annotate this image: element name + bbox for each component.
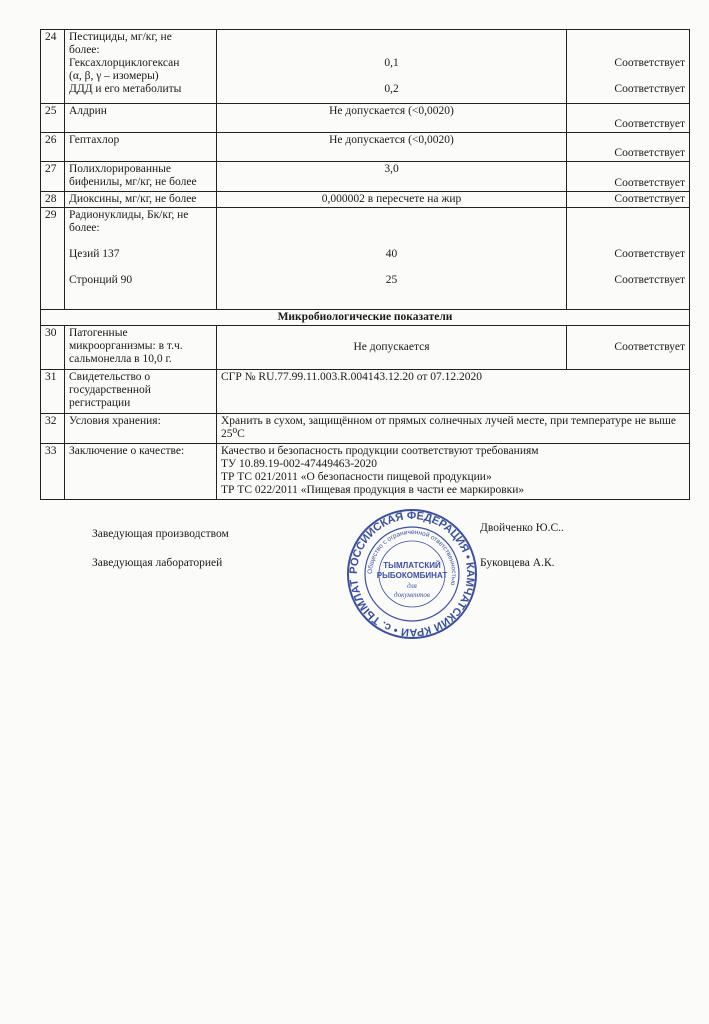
svg-text:для: для	[407, 582, 417, 590]
row-name: Заключение о качестве:	[65, 444, 217, 500]
lab-head-name: Буковцева А.К.	[480, 557, 555, 569]
table-row	[41, 370, 690, 414]
row-value: 0,000002 в пересчете на жир	[217, 192, 567, 208]
row-result: Соответствует	[567, 326, 690, 370]
row-value: Не допускается (<0,0020)	[217, 104, 567, 133]
row-number: 30	[41, 326, 65, 370]
row-number: 28	[41, 192, 65, 208]
row-number: 29	[41, 208, 65, 310]
row-number: 25	[41, 104, 65, 133]
row-name: Условия хранения:	[65, 414, 217, 444]
row-value: 40 25	[217, 208, 567, 310]
row-name: Пестициды, мг/кг, не более: Гексахлорциклогексан (α, β, γ – изомеры) ДДД и его метаболиты	[65, 30, 217, 104]
section-title: Микробиологические показатели	[41, 310, 690, 326]
row-value: 3,0	[217, 162, 567, 192]
row-number: 32	[41, 414, 65, 444]
table-row	[41, 326, 690, 370]
row-value: Качество и безопасность продукции соответствуют требованиям ТУ 10.89.19-002-47449463-2020 ТР ТС 021/2011 «О безопасности пищевой продукции» ТР ТС 022/2011 «Пищевая продукция в части ее маркировки»	[217, 444, 690, 500]
row-value: Не допускается	[217, 326, 567, 370]
table-row	[41, 104, 690, 133]
svg-text:РОССИЙСКАЯ ФЕДЕРАЦИЯ • КАМЧАТС: РОССИЙСКАЯ ФЕДЕРАЦИЯ • КАМЧАТСКИЙ КРАЙ • с. ТЫМЛАТ	[347, 509, 477, 639]
svg-text:документов: документов	[394, 591, 430, 599]
svg-text:Общество с ограниченной ответс: Общество с ограниченной ответственностью	[366, 528, 458, 586]
table-row	[41, 162, 690, 192]
row-number: 31	[41, 370, 65, 414]
svg-text:РЫБОКОМБИНАТ: РЫБОКОМБИНАТ	[376, 571, 448, 580]
row-name: Радионуклиды, Бк/кг, не более: Цезий 137 Стронций 90	[65, 208, 217, 310]
table-row	[41, 30, 690, 104]
row-name: Полихлорированные бифенилы, мг/кг, не более	[65, 162, 217, 192]
table-row	[41, 133, 690, 162]
specification-table	[40, 29, 690, 500]
row-value: СГР № RU.77.99.11.003.R.004143.12.20 от 07.12.2020	[217, 370, 690, 414]
row-name: Диоксины, мг/кг, не более	[65, 192, 217, 208]
section-header-row	[41, 310, 690, 326]
row-result: Соответствует	[567, 104, 690, 133]
row-result: Соответствует Соответствует	[567, 30, 690, 104]
row-name: Алдрин	[65, 104, 217, 133]
row-number: 33	[41, 444, 65, 500]
row-name: Гептахлор	[65, 133, 217, 162]
table-row	[41, 414, 690, 444]
row-number: 27	[41, 162, 65, 192]
lab-head-title: Заведующая лабораторией	[92, 557, 223, 569]
row-value: Не допускается (<0,0020)	[217, 133, 567, 162]
row-result: Соответствует	[567, 133, 690, 162]
company-stamp-icon	[346, 508, 478, 640]
row-result: Соответствует	[567, 192, 690, 208]
row-result: Соответствует	[567, 162, 690, 192]
production-head-name: Двойченко Ю.С..	[480, 522, 564, 534]
row-name: Патогенные микроорганизмы: в т.ч. сальмонелла в 10,0 г.	[65, 326, 217, 370]
svg-text:ТЫМЛАТСКИЙ: ТЫМЛАТСКИЙ	[383, 561, 441, 570]
table-row	[41, 208, 690, 310]
table-row	[41, 444, 690, 500]
row-value: Хранить в сухом, защищённом от прямых солнечных лучей месте, при температуре не выше 25⁰С	[217, 414, 690, 444]
row-value: 0,1 0,2	[217, 30, 567, 104]
table-row	[41, 192, 690, 208]
production-head-title: Заведующая производством	[92, 528, 229, 540]
row-name: Свидетельство о государственной регистрации	[65, 370, 217, 414]
row-number: 24	[41, 30, 65, 104]
row-result: Соответствует Соответствует	[567, 208, 690, 310]
row-number: 26	[41, 133, 65, 162]
